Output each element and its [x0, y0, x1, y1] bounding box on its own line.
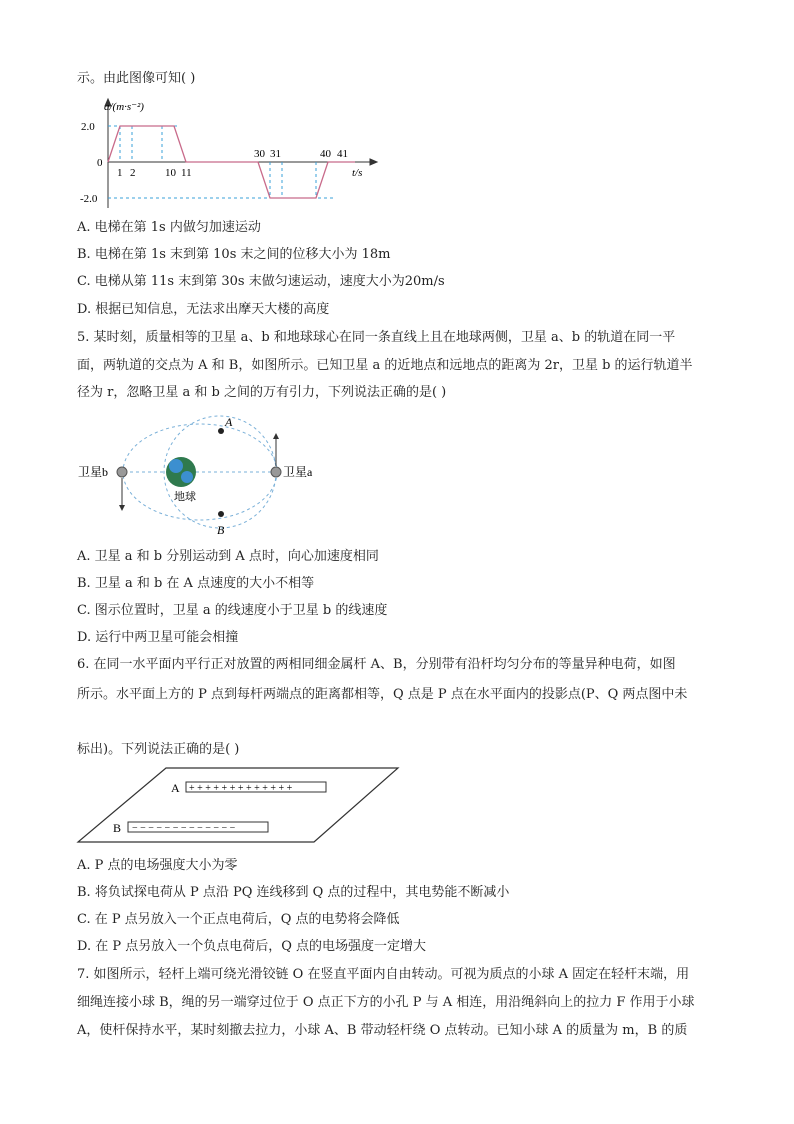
label-b: B: [217, 523, 225, 537]
acceleration-time-graph: [80, 96, 380, 214]
y-axis-label: a/(m·s⁻²): [104, 101, 144, 113]
x-tick-40: 40: [320, 148, 331, 160]
q4-option-b: B. 电梯在第 1s 末到第 10s 末之间的位移大小为 18m: [77, 247, 391, 262]
q6-stem-3: 标出)。下列说法正确的是( ): [77, 742, 240, 757]
q5-option-d: D. 运行中两卫星可能会相撞: [77, 630, 239, 645]
q4-option-c: C. 电梯从第 11s 末到第 30s 末做匀速运动，速度大小为20m/s: [77, 274, 445, 289]
q4-option-d: D. 根据已知信息，无法求出摩天大楼的高度: [77, 302, 330, 317]
point-b: [218, 511, 224, 517]
q5-option-a: A. 卫星 a 和 b 分别运动到 A 点时，向心加速度相同: [77, 549, 379, 564]
x-tick-41: 41: [337, 148, 348, 160]
rod-a-charges: + + + + + + + + + + + + +: [189, 783, 293, 794]
q6-option-c: C. 在 P 点另放入一个正点电荷后，Q 点的电势将会降低: [77, 912, 400, 927]
label-a: A: [225, 415, 233, 429]
q6-stem-1: 6. 在同一水平面内平行正对放置的两相同细金属杆 A、B，分别带有沿杆均匀分布的等量异种电荷，如图: [77, 657, 676, 672]
q6-option-d: D. 在 P 点另放入一个负点电荷后，Q 点的电场强度一定增大: [77, 939, 427, 954]
rod-b-charges: − − − − − − − − − − − − −: [132, 823, 236, 834]
x-tick-1: 1: [117, 167, 123, 179]
q4-option-a: A. 电梯在第 1s 内做匀加速运动: [77, 220, 261, 235]
q5-stem-2: 面，两轨道的交点为 A 和 B，如图所示。已知卫星 a 的近地点和远地点的距离为 2r，卫星 b 的运行轨道半: [77, 358, 693, 373]
satellite-a: [271, 467, 281, 477]
q7-stem-3: A，使杆保持水平，某时刻撤去拉力，小球 A、B 带动轻杆绕 O 点转动。已知小球 A 的质量为 m，B 的质: [77, 1023, 688, 1038]
x-tick-10: 10: [165, 167, 176, 179]
satellite-b: [117, 467, 127, 477]
q5-stem-1: 5. 某时刻，质量相等的卫星 a、b 和地球球心在同一条直线上且在地球两侧，卫星 a、b 的轨道在同一平: [77, 330, 676, 345]
q7-stem-1: 7. 如图所示，轻杆上端可绕光滑铰链 O 在竖直平面内自由转动。可视为质点的小球 A 固定在轻杆末端，用: [77, 967, 690, 982]
q6-option-a: A. P 点的电场强度大小为零: [77, 858, 238, 873]
orbit-a: [123, 424, 277, 520]
point-a: [218, 428, 224, 434]
label-earth: 地球: [174, 491, 196, 503]
orbit-diagram: [76, 412, 336, 540]
q5-option-b: B. 卫星 a 和 b 在 A 点速度的大小不相等: [77, 576, 315, 591]
x-tick-11: 11: [181, 167, 192, 179]
intro-line: 示。由此图像可知( ): [77, 71, 196, 86]
x-tick-30: 30: [254, 148, 265, 160]
x-axis-label: t/s: [352, 167, 363, 179]
horizontal-plane: [78, 768, 398, 842]
charged-rods-diagram: [76, 766, 400, 846]
y-tick-0: 0: [97, 157, 103, 169]
y-tick-2: 2.0: [81, 121, 95, 133]
x-tick-31: 31: [270, 148, 281, 160]
rod-a-label: A: [171, 781, 180, 795]
q5-option-c: C. 图示位置时，卫星 a 的线速度小于卫星 b 的线速度: [77, 603, 388, 618]
q6-option-b: B. 将负试探电荷从 P 点沿 PQ 连线移到 Q 点的过程中，其电势能不断减小: [77, 885, 510, 900]
q5-stem-3: 径为 r，忽略卫星 a 和 b 之间的万有引力，下列说法正确的是( ): [77, 385, 447, 400]
y-tick-neg2: -2.0: [80, 193, 98, 205]
x-tick-2: 2: [130, 167, 136, 179]
q6-stem-2: 所示。水平面上方的 P 点到每杆两端点的距离都相等，Q 点是 P 点在水平面内的投影点(P、Q 两点图中未: [77, 687, 688, 702]
rod-b-label: B: [113, 821, 122, 835]
q7-stem-2: 细绳连接小球 B，绳的另一端穿过位于 O 点正下方的小孔 P 与 A 相连，用沿绳斜向上的拉力 F 作用于小球: [77, 995, 695, 1010]
label-sat-a: 卫星a: [283, 465, 313, 479]
label-sat-b: 卫星b: [78, 465, 109, 479]
